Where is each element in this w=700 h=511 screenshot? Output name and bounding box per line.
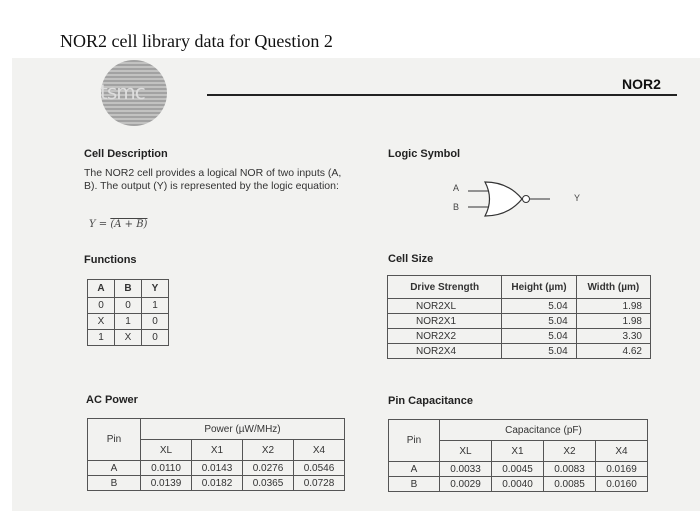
equation-lhs: Y = — [89, 219, 111, 230]
input-a-label: A — [453, 183, 460, 193]
table-cell: 0.0040 — [492, 477, 544, 492]
table-cell: 0.0083 — [544, 462, 596, 477]
table-cell: X — [115, 330, 142, 346]
table-cell: 5.04 — [502, 299, 576, 314]
functions-heading: Functions — [84, 254, 137, 266]
table-cell: 1.98 — [576, 299, 650, 314]
table-cell: 0.0182 — [192, 476, 243, 491]
table-cell: NOR2X1 — [388, 314, 502, 329]
logic-equation — [89, 219, 147, 230]
table-cell: 0.0546 — [294, 461, 345, 476]
logo-text: tsmc — [100, 80, 145, 104]
column-header: X4 — [596, 441, 648, 462]
column-header: X1 — [192, 440, 243, 461]
page-title: NOR2 cell library data for Question 2 — [60, 31, 333, 51]
table-cell: 0.0169 — [596, 462, 648, 477]
table-row — [388, 329, 651, 344]
table-cell: A — [389, 462, 440, 477]
ac-power-table — [87, 418, 345, 491]
table-row — [388, 314, 651, 329]
table-row — [88, 330, 169, 346]
table-cell: 0.0160 — [596, 477, 648, 492]
table-cell: 0.0143 — [192, 461, 243, 476]
table-cell: NOR2X2 — [388, 329, 502, 344]
table-cell: 0.0045 — [492, 462, 544, 477]
table-cell: 0 — [115, 298, 142, 314]
table-cell: 1 — [142, 298, 169, 314]
column-header: Width (µm) — [576, 276, 650, 299]
table-row — [88, 298, 169, 314]
table-row — [388, 299, 651, 314]
table-cell: X — [88, 314, 115, 330]
cell-description-heading: Cell Description — [84, 148, 168, 160]
ac-power-heading: AC Power — [86, 394, 138, 406]
cell-size-table — [387, 275, 651, 359]
table-cell: 0.0085 — [544, 477, 596, 492]
table-cell: 3.30 — [576, 329, 650, 344]
table-cell: NOR2XL — [388, 299, 502, 314]
column-header: X2 — [243, 440, 294, 461]
column-header: X2 — [544, 441, 596, 462]
table-cell: 5.04 — [502, 314, 576, 329]
table-row — [388, 344, 651, 359]
cell-description-text: The NOR2 cell provides a logical NOR of two inputs (A, B). The output (Y) is represented by the logic equation: — [84, 167, 342, 192]
table-cell: 1.98 — [576, 314, 650, 329]
column-header: Drive Strength — [388, 276, 502, 299]
table-cell: NOR2X4 — [388, 344, 502, 359]
table-cell: 0 — [142, 314, 169, 330]
column-header: B — [115, 280, 142, 298]
input-b-label: B — [453, 202, 460, 212]
table-cell: 4.62 — [576, 344, 650, 359]
table-header-row — [389, 420, 648, 441]
table-row — [88, 461, 345, 476]
table-row — [389, 477, 648, 492]
table-cell: A — [88, 461, 141, 476]
table-cell: 5.04 — [502, 344, 576, 359]
equation-rhs: (A + B) — [110, 219, 148, 230]
table-row — [389, 462, 648, 477]
table-cell: 0.0276 — [243, 461, 294, 476]
logic-symbol-heading: Logic Symbol — [388, 148, 461, 160]
function-table — [87, 279, 169, 346]
table-row — [88, 476, 345, 491]
table-header-row — [388, 276, 651, 299]
cell-size-heading: Cell Size — [388, 253, 434, 265]
table-cell: 0.0033 — [440, 462, 492, 477]
pin-capacitance-table — [388, 419, 648, 492]
table-row — [88, 314, 169, 330]
cell-name: NOR2 — [622, 76, 661, 92]
table-cell: 0.0139 — [141, 476, 192, 491]
table-cell: 0.0365 — [243, 476, 294, 491]
table-cell: 1 — [115, 314, 142, 330]
column-header: Y — [142, 280, 169, 298]
table-cell: 0.0029 — [440, 477, 492, 492]
column-header: Height (µm) — [502, 276, 576, 299]
column-header: X4 — [294, 440, 345, 461]
group-header: Capacitance (pF) — [440, 420, 648, 441]
table-cell: 5.04 — [502, 329, 576, 344]
table-header-row — [88, 419, 345, 440]
pin-capacitance-heading: Pin Capacitance — [388, 395, 473, 407]
table-cell: B — [88, 476, 141, 491]
table-cell: 0.0110 — [141, 461, 192, 476]
pin-header: Pin — [88, 419, 141, 461]
column-header: X1 — [492, 441, 544, 462]
table-cell: 0 — [88, 298, 115, 314]
table-cell: 0.0728 — [294, 476, 345, 491]
column-header: XL — [440, 441, 492, 462]
column-header: XL — [141, 440, 192, 461]
pin-header: Pin — [389, 420, 440, 462]
table-cell: B — [389, 477, 440, 492]
header-rule — [207, 94, 677, 96]
group-header: Power (µW/MHz) — [141, 419, 345, 440]
table-header-row — [88, 280, 169, 298]
table-cell: 1 — [88, 330, 115, 346]
table-cell: 0 — [142, 330, 169, 346]
column-header: A — [88, 280, 115, 298]
output-y-label: Y — [574, 193, 581, 203]
